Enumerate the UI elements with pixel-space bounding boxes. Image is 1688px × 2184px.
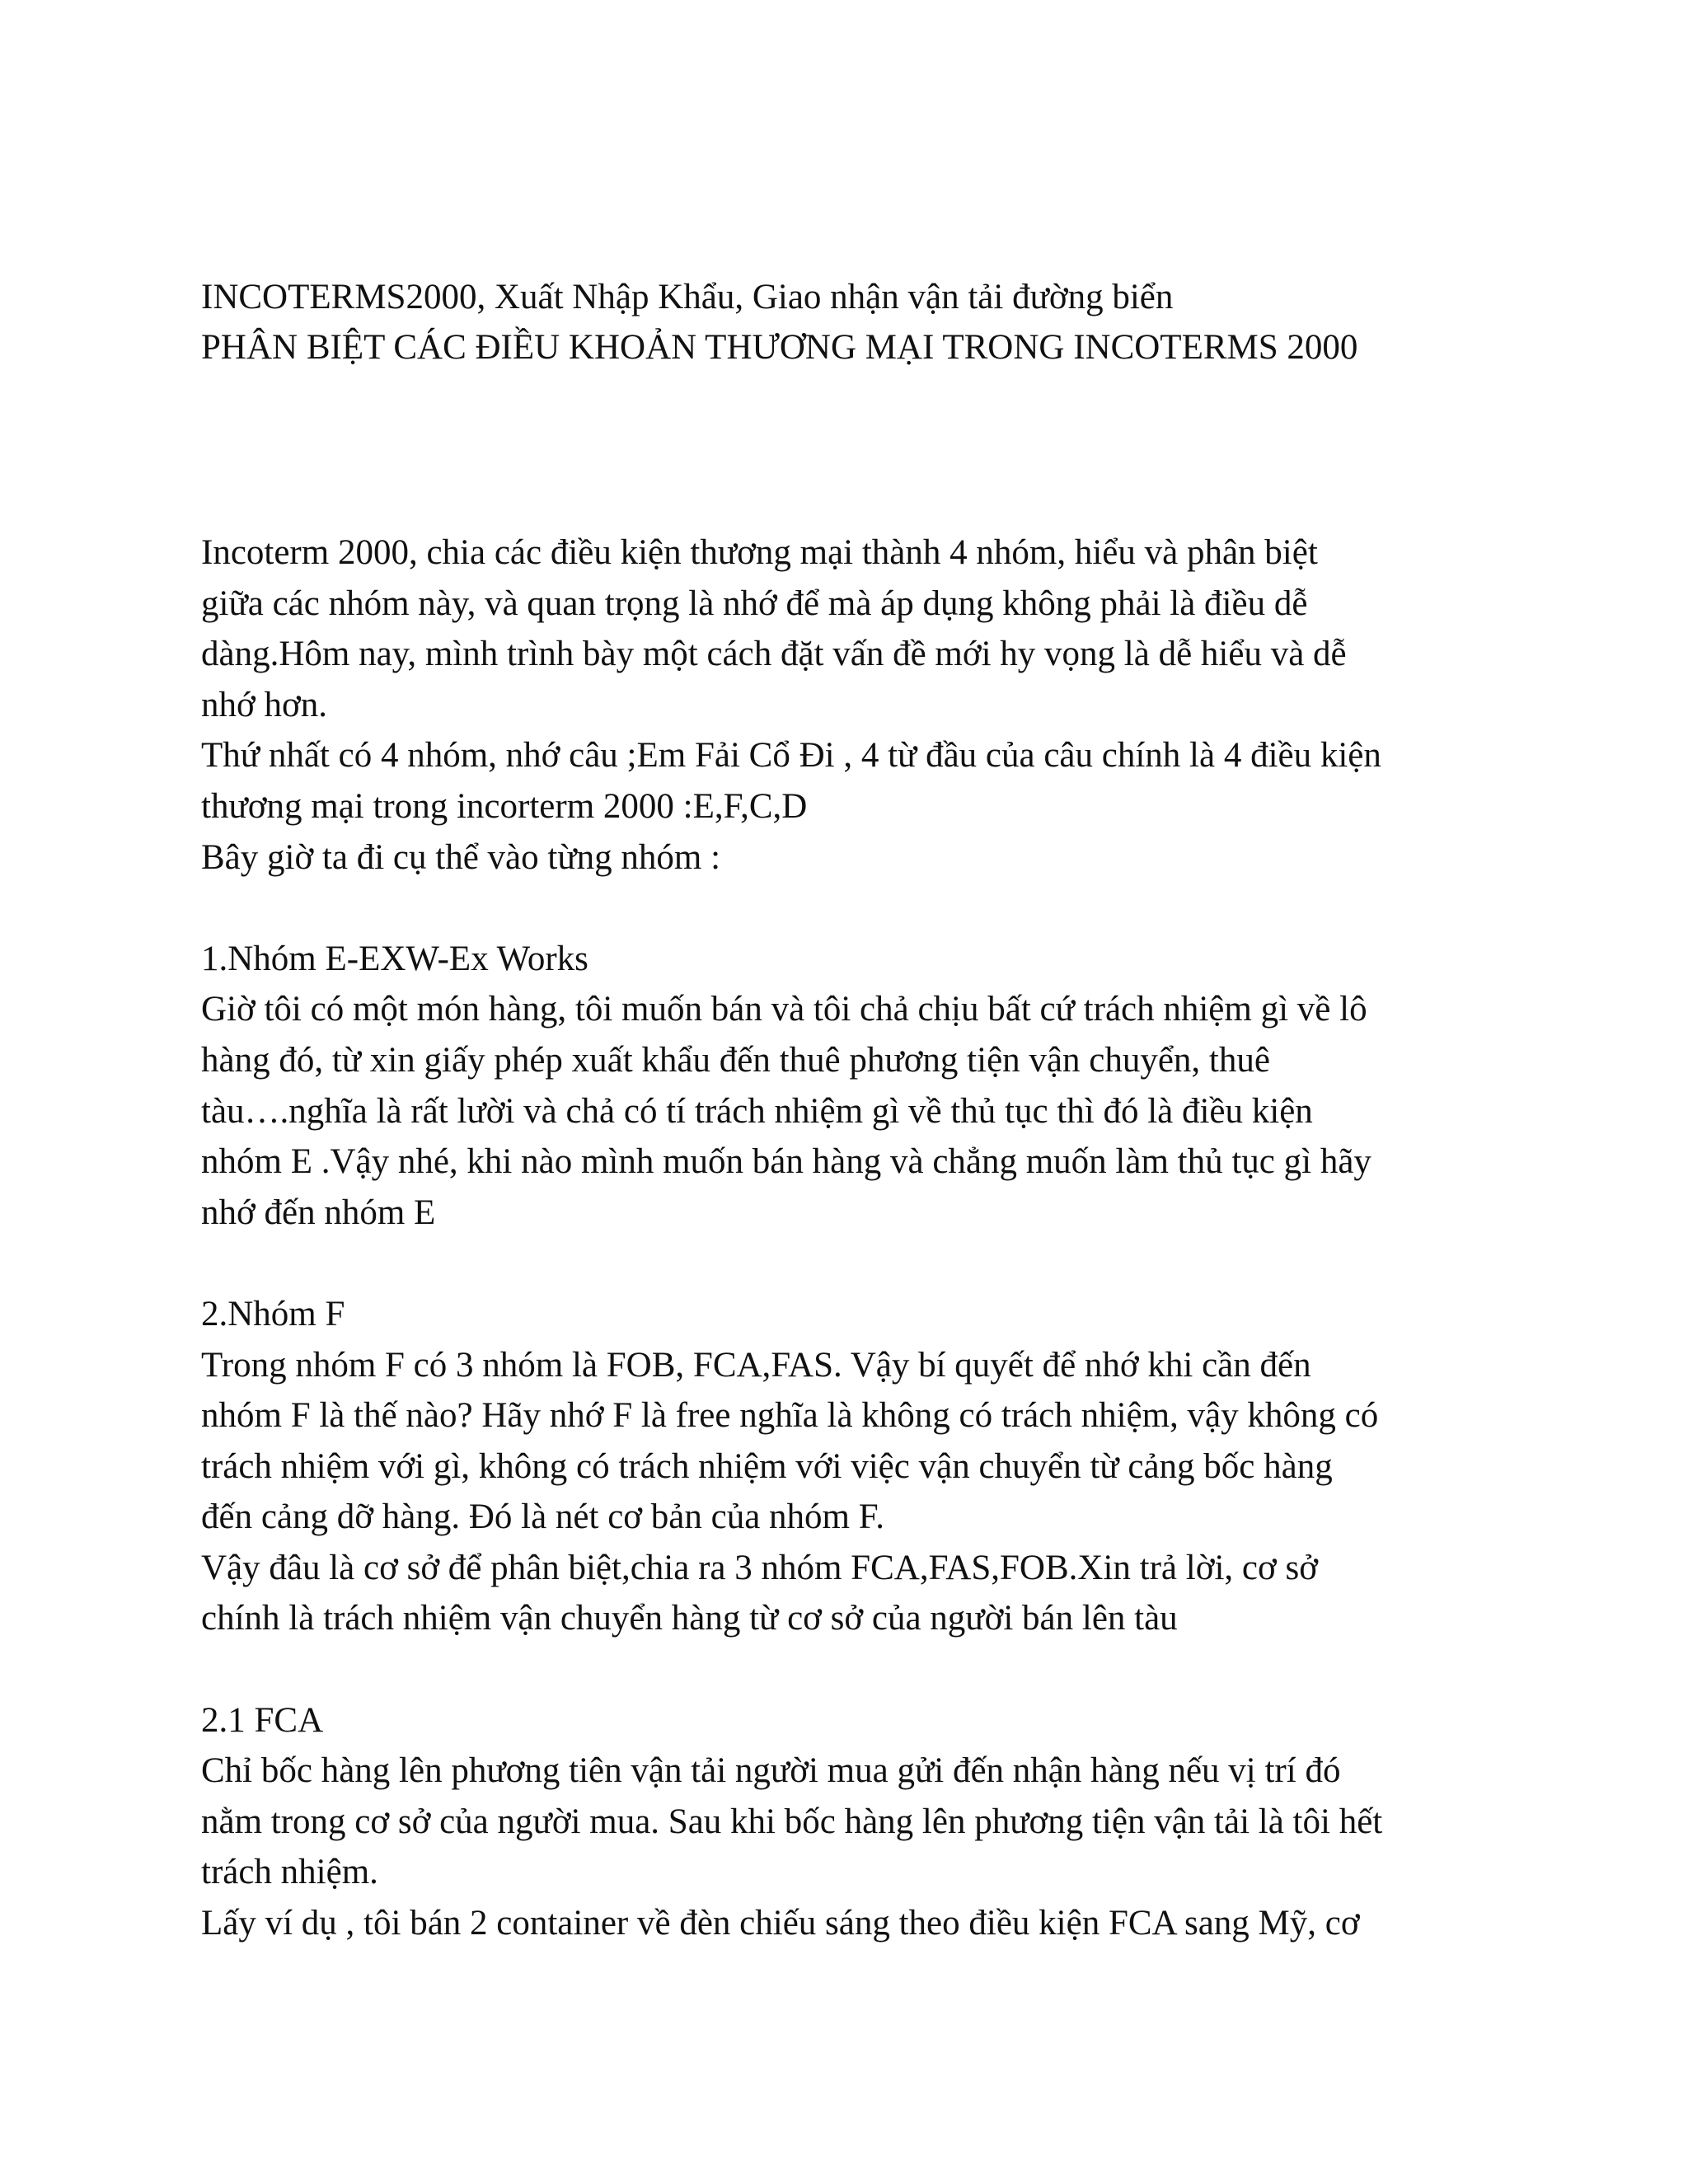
paragraph-line: nhớ hơn. <box>201 685 327 724</box>
paragraph-line: Lấy ví dụ , tôi bán 2 container về đèn chiếu sáng theo điều kiện FCA sang Mỹ, cơ <box>201 1904 1360 1943</box>
blank-line <box>201 1644 1503 1695</box>
paragraph-line: nhớ đến nhóm E <box>201 1193 436 1232</box>
paragraph-line: giữa các nhóm này, và quan trọng là nhớ để mà áp dụng không phải là điều dễ <box>201 583 1308 623</box>
paragraph-line: Giờ tôi có một món hàng, tôi muốn bán và tôi chả chịu bất cứ trách nhiệm gì về lô <box>201 990 1367 1029</box>
paragraph-line: dàng.Hôm nay, mình trình bày một cách đặt vấn đề mới hy vọng là dễ hiểu và dễ <box>201 635 1347 674</box>
section-heading-group-e: 1.Nhóm E-EXW-Ex Works <box>201 939 588 978</box>
paragraph-line: tàu….nghĩa là rất lười và chả có tí trách nhiệm gì về thủ tục thì đó là điều kiện <box>201 1091 1313 1131</box>
blank-line <box>201 1238 1503 1289</box>
paragraph-line: Chỉ bốc hàng lên phương tiên vận tải người mua gửi đến nhận hàng nếu vị trí đó <box>201 1751 1341 1791</box>
paragraph-line: nhóm F là thế nào? Hãy nhớ F là free nghĩa là không có trách nhiệm, vậy không có <box>201 1396 1379 1436</box>
paragraph-line: hàng đó, từ xin giấy phép xuất khẩu đến thuê phương tiện vận chuyển, thuê <box>201 1040 1270 1080</box>
header-line-topics: INCOTERMS2000, Xuất Nhập Khẩu, Giao nhận vận tải đường biển <box>201 278 1174 316</box>
paragraph-line: trách nhiệm. <box>201 1853 378 1892</box>
paragraph-line: Vậy đâu là cơ sở để phân biệt,chia ra 3 nhóm FCA,FAS,FOB.Xin trả lời, cơ sở <box>201 1548 1318 1587</box>
paragraph-line: Bây giờ ta đi cụ thể vào từng nhóm : <box>201 837 721 877</box>
section-heading-group-f: 2.Nhóm F <box>201 1294 345 1333</box>
paragraph-line: đến cảng dỡ hàng. Đó là nét cơ bản của nhóm F. <box>201 1497 884 1537</box>
paragraph-line: nhóm E .Vậy nhé, khi nào mình muốn bán hàng và chẳng muốn làm thủ tục gì hãy <box>201 1142 1372 1182</box>
document-body <box>201 527 1503 1949</box>
document-header <box>201 272 1668 373</box>
paragraph-line: Incoterm 2000, chia các điều kiện thương mại thành 4 nhóm, hiểu và phân biệt <box>201 533 1318 572</box>
paragraph-line: chính là trách nhiệm vận chuyển hàng từ cơ sở của người bán lên tàu <box>201 1599 1178 1638</box>
paragraph-line: Trong nhóm F có 3 nhóm là FOB, FCA,FAS. Vậy bí quyết để nhớ khi cần đến <box>201 1345 1311 1385</box>
paragraph-line: thương mại trong incorterm 2000 :E,F,C,D <box>201 786 808 826</box>
blank-line <box>201 883 1503 934</box>
paragraph-line: nằm trong cơ sở của người mua. Sau khi bốc hàng lên phương tiện vận tải là tôi hết <box>201 1802 1383 1841</box>
section-heading-fca: 2.1 FCA <box>201 1700 324 1740</box>
document-title: PHÂN BIỆT CÁC ĐIỀU KHOẢN THƯƠNG MẠI TRONG INCOTERMS 2000 <box>201 328 1358 367</box>
paragraph-line: Thứ nhất có 4 nhóm, nhớ câu ;Em Fải Cổ Đi , 4 từ đầu của câu chính là 4 điều kiện <box>201 736 1381 776</box>
paragraph-line: trách nhiệm với gì, không có trách nhiệm với việc vận chuyển từ cảng bốc hàng <box>201 1446 1333 1486</box>
